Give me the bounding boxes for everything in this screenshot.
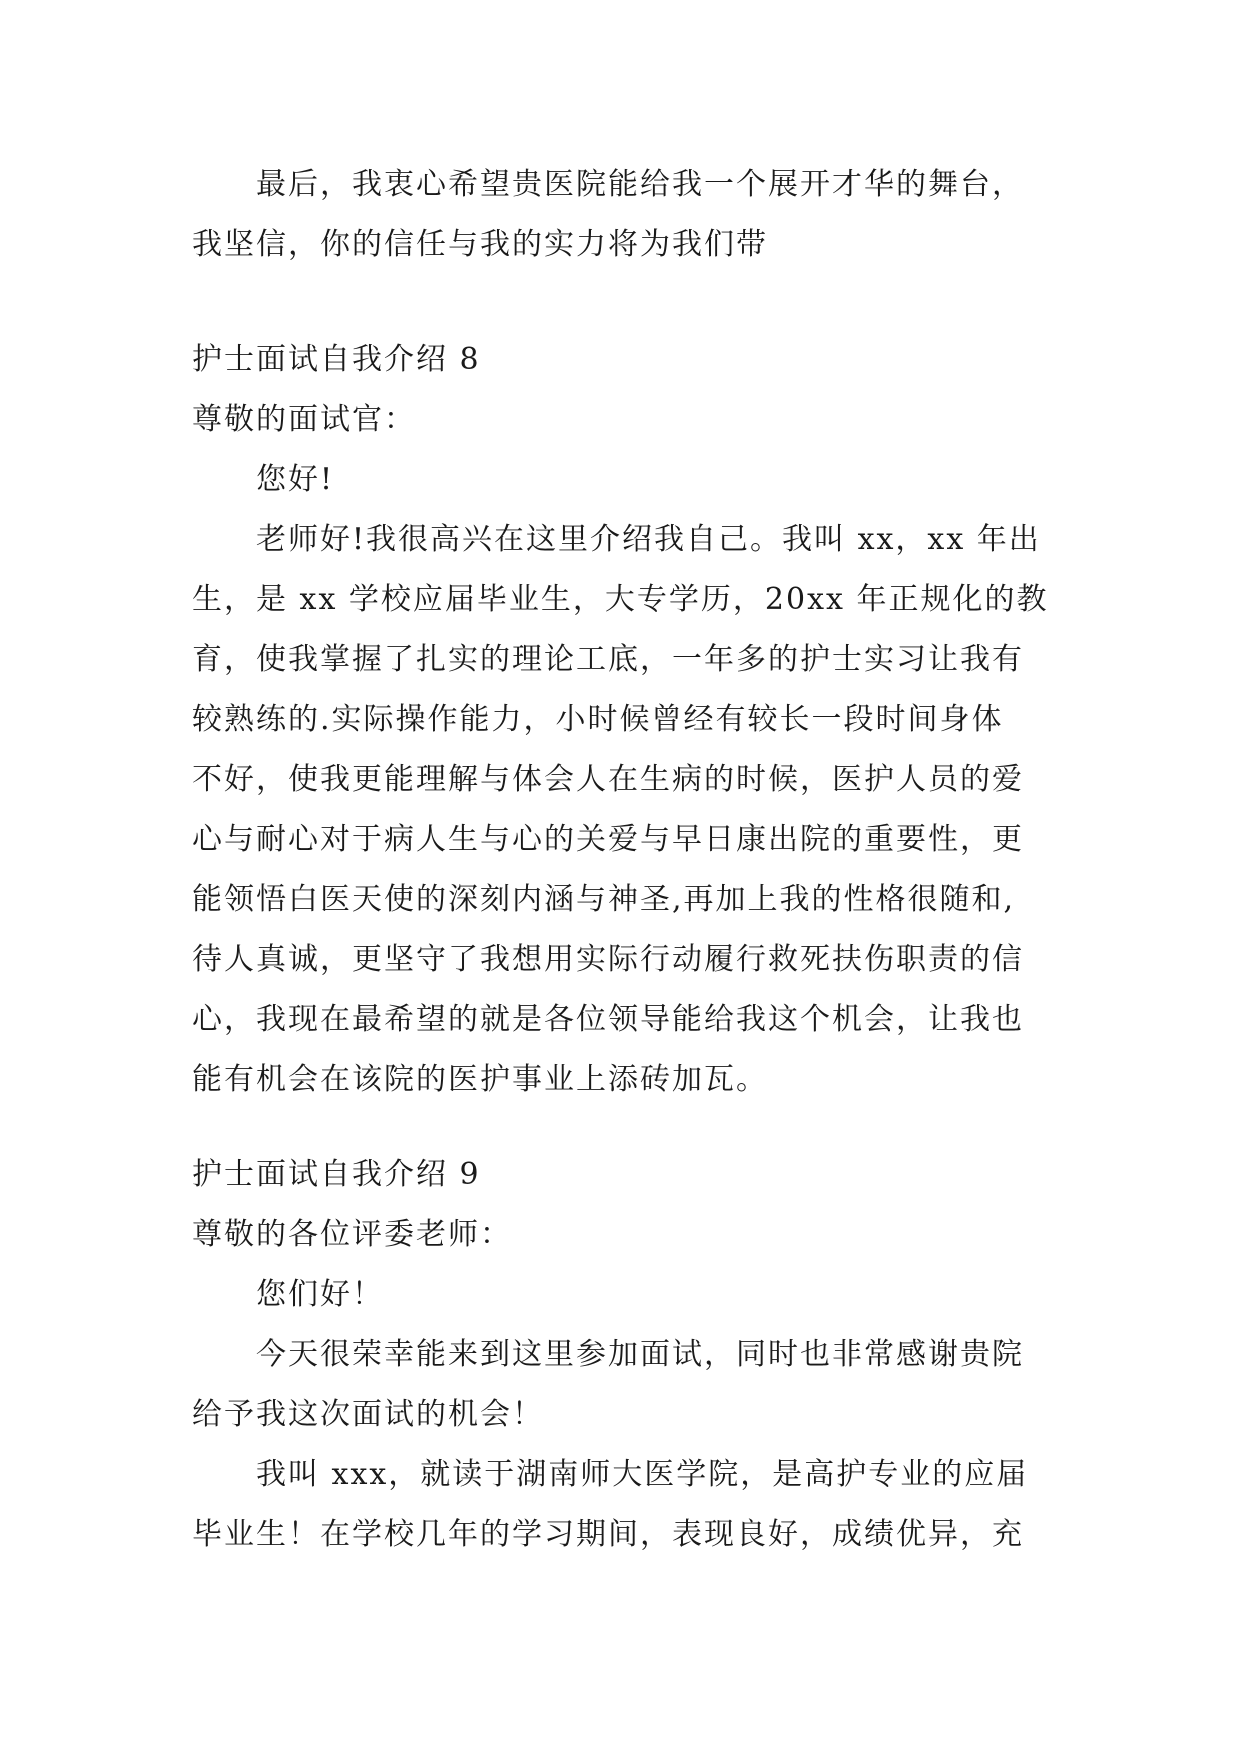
para2-line-9-1: 我叫 xxx，就读于湖南师大医学院，是高护专业的应届 <box>256 1457 1029 1492</box>
salutation-9: 尊敬的各位评委老师： <box>192 1217 512 1252</box>
closing-line-2: 我坚信，你的信任与我的实力将为我们带 <box>192 227 768 262</box>
salutation-8: 尊敬的面试官： <box>192 402 416 437</box>
body-line-8-4: 较熟练的.实际操作能力，小时候曾经有较长一段时间身体 <box>192 702 1004 737</box>
body-line-8-1: 老师好!我很高兴在这里介绍我自己。我叫 xx，xx 年出 <box>256 522 1041 557</box>
section-title-9: 护士面试自我介绍 9 <box>192 1157 481 1192</box>
body-line-8-5: 不好，使我更能理解与体会人在生病的时候，医护人员的爱 <box>192 762 1024 797</box>
para1-line-9-2: 给予我这次面试的机会！ <box>192 1397 544 1432</box>
closing-line-1: 最后，我衷心希望贵医院能给我一个展开才华的舞台， <box>256 167 1024 202</box>
closing-paragraph <box>192 155 1062 275</box>
body-line-8-3: 育，使我掌握了扎实的理论工底，一年多的护士实习让我有 <box>192 642 1024 677</box>
para1-line-9-1: 今天很荣幸能来到这里参加面试，同时也非常感谢贵院 <box>256 1337 1024 1372</box>
intro-section-8 <box>192 330 1062 1110</box>
body-line-8-10: 能有机会在该院的医护事业上添砖加瓦。 <box>192 1062 768 1097</box>
body-line-8-8: 待人真诚，更坚守了我想用实际行动履行救死扶伤职责的信 <box>192 942 1024 977</box>
intro-section-9 <box>192 1145 1062 1565</box>
body-line-8-7: 能领悟白医天使的深刻内涵与神圣,再加上我的性格很随和, <box>192 882 1016 917</box>
para2-line-9-2: 毕业生！在学校几年的学习期间，表现良好，成绩优异，充 <box>192 1517 1024 1552</box>
body-line-8-9: 心，我现在最希望的就是各位领导能给我这个机会，让我也 <box>192 1002 1024 1037</box>
body-line-8-6: 心与耐心对于病人生与心的关爱与早日康出院的重要性，更 <box>192 822 1024 857</box>
body-line-8-2: 生，是 xx 学校应届毕业生，大专学历，20xx 年正规化的教 <box>192 582 1049 617</box>
greeting-9: 您们好！ <box>256 1277 384 1312</box>
greeting-8: 您好! <box>256 462 335 497</box>
section-title-8: 护士面试自我介绍 8 <box>192 342 481 377</box>
